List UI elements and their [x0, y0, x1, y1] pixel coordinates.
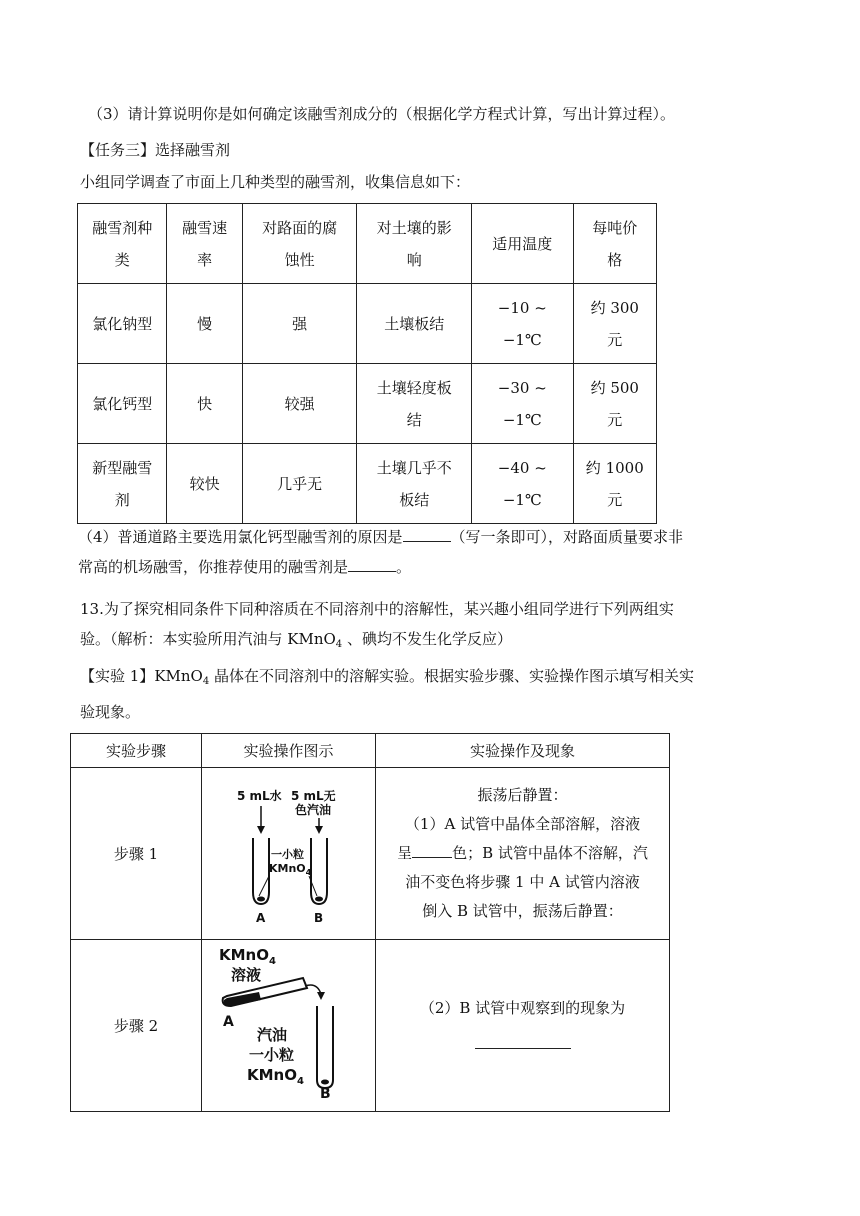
table-row	[78, 284, 657, 364]
svg-text:B: B	[319, 1086, 331, 1100]
test-tube-b	[311, 838, 327, 904]
question-13-line1: 13.为了探究相同条件下同种溶质在不同溶剂中的溶解性，某兴趣小组同学进行下列两组实	[80, 600, 674, 618]
phenomenon-blank[interactable]	[475, 1048, 571, 1049]
header-cell: 每吨价 格	[573, 204, 656, 284]
question-4	[78, 522, 783, 582]
cell-type: 新型融雪 剂	[78, 444, 167, 524]
svg-text:KMnO4: KMnO$_4$	[246, 1066, 304, 1087]
header-cell: 对土壤的影 响	[357, 204, 472, 284]
task-3-bracket: 【任务三】	[80, 141, 156, 159]
step-1-figure	[202, 768, 376, 940]
svg-text:一小粒: 一小粒	[248, 1046, 294, 1064]
task-3-title: 选择融雪剂	[155, 141, 231, 159]
cell-corrosion: 强	[242, 284, 357, 364]
step-2-description: （2）B 试管中观察到的现象为	[376, 940, 670, 1112]
svg-text:A: A	[222, 1014, 234, 1030]
svg-text:溶液: 溶液	[230, 966, 261, 984]
cell-temp: −10 ~ −1℃	[472, 284, 574, 364]
cell-price: 约 500 元	[573, 364, 656, 444]
table-header-row	[71, 734, 670, 768]
step-2-label: 步骤 2	[71, 940, 202, 1112]
header-cell: 实验操作及现象	[376, 734, 670, 768]
test-tube-a	[253, 838, 269, 904]
experiment-1-line2: 验现象。	[80, 703, 141, 721]
table-row	[78, 444, 657, 524]
q4-blank-1[interactable]	[403, 541, 451, 542]
cell-type: 氯化钠型	[78, 284, 167, 364]
cell-soil: 土壤板结	[357, 284, 472, 364]
test-tubes-figure	[209, 768, 369, 928]
test-tube-b	[317, 1006, 333, 1088]
experiment-table	[70, 733, 670, 1112]
header-cell: 对路面的腐 蚀性	[242, 204, 357, 284]
svg-text:B: B	[313, 911, 323, 925]
table-row	[71, 940, 670, 1112]
header-cell: 实验步骤	[71, 734, 202, 768]
cell-temp: −40 ~ −1℃	[472, 444, 574, 524]
q4-blank-2[interactable]	[348, 571, 396, 572]
svg-text:汽油: 汽油	[256, 1026, 287, 1044]
q4-text-1: （4）普通道路主要选用氯化钙型融雪剂的原因是	[78, 528, 403, 546]
svg-text:一小粒: 一小粒	[270, 848, 304, 861]
cell-corrosion: 较强	[242, 364, 357, 444]
cell-soil: 土壤几乎不 板结	[357, 444, 472, 524]
pouring-figure	[209, 940, 369, 1100]
cell-corrosion: 几乎无	[242, 444, 357, 524]
task-3-heading	[80, 139, 230, 160]
cell-speed: 较快	[167, 444, 242, 524]
header-cell: 适用温度	[472, 204, 574, 284]
step-1-label: 步骤 1	[71, 768, 202, 940]
cell-price: 约 300 元	[573, 284, 656, 364]
cell-price: 约 1000 元	[573, 444, 656, 524]
header-cell: 融雪剂种 类	[78, 204, 167, 284]
experiment-1-line1: 【实验 1】KMnO$_4$ 晶体在不同溶剂中的溶解实验。根据实验步骤、实验操作图示填写相关实	[80, 667, 694, 687]
question-3: （3）请计算说明你是如何确定该融雪剂成分的（根据化学方程式计算，写出计算过程）。	[88, 105, 676, 123]
header-cell: 实验操作图示	[202, 734, 376, 768]
svg-text:5 mL水: 5 mL水	[236, 789, 282, 803]
header-cell: 融雪速 率	[167, 204, 242, 284]
intro-text: 小组同学调查了市面上几种类型的融雪剂，收集信息如下：	[80, 173, 471, 191]
svg-text:色汽油: 色汽油	[294, 803, 331, 817]
step-2-figure	[202, 940, 376, 1112]
svg-text:KMnO4: KMnO$_4$	[218, 946, 276, 967]
step-1-description: 振荡后静置： （1）A 试管中晶体全部溶解，溶液 呈 色；B 试管中晶体不溶解，汽 油不变色将步骤 1 中 A 试管内溶液 倒入 B 试管中，振荡后静置：	[376, 768, 670, 940]
svg-text:A: A	[255, 911, 265, 925]
experiment-1-bracket: 【实验 1】	[80, 667, 155, 685]
table-row	[78, 364, 657, 444]
question-13-line2: 验。（解析：本实验所用汽油与 KMnO$_4$ 、碘均不发生化学反应）	[80, 630, 512, 650]
q4-text-2: （写一条即可），对路面质量要求非	[450, 528, 684, 546]
svg-text:KMnO4: KMnO$_4$	[268, 862, 311, 877]
cell-speed: 慢	[167, 284, 242, 364]
cell-type: 氯化钙型	[78, 364, 167, 444]
q4-text-4: 。	[396, 558, 412, 576]
table-header-row	[78, 204, 657, 284]
cell-temp: −30 ~ −1℃	[472, 364, 574, 444]
deicer-table	[77, 203, 657, 524]
cell-speed: 快	[167, 364, 242, 444]
table-row	[71, 768, 670, 940]
color-blank[interactable]	[412, 857, 452, 858]
cell-soil: 土壤轻度板 结	[357, 364, 472, 444]
svg-text:5 mL无: 5 mL无	[290, 789, 336, 803]
q4-text-3: 常高的机场融雪，你推荐使用的融雪剂是	[78, 558, 349, 576]
